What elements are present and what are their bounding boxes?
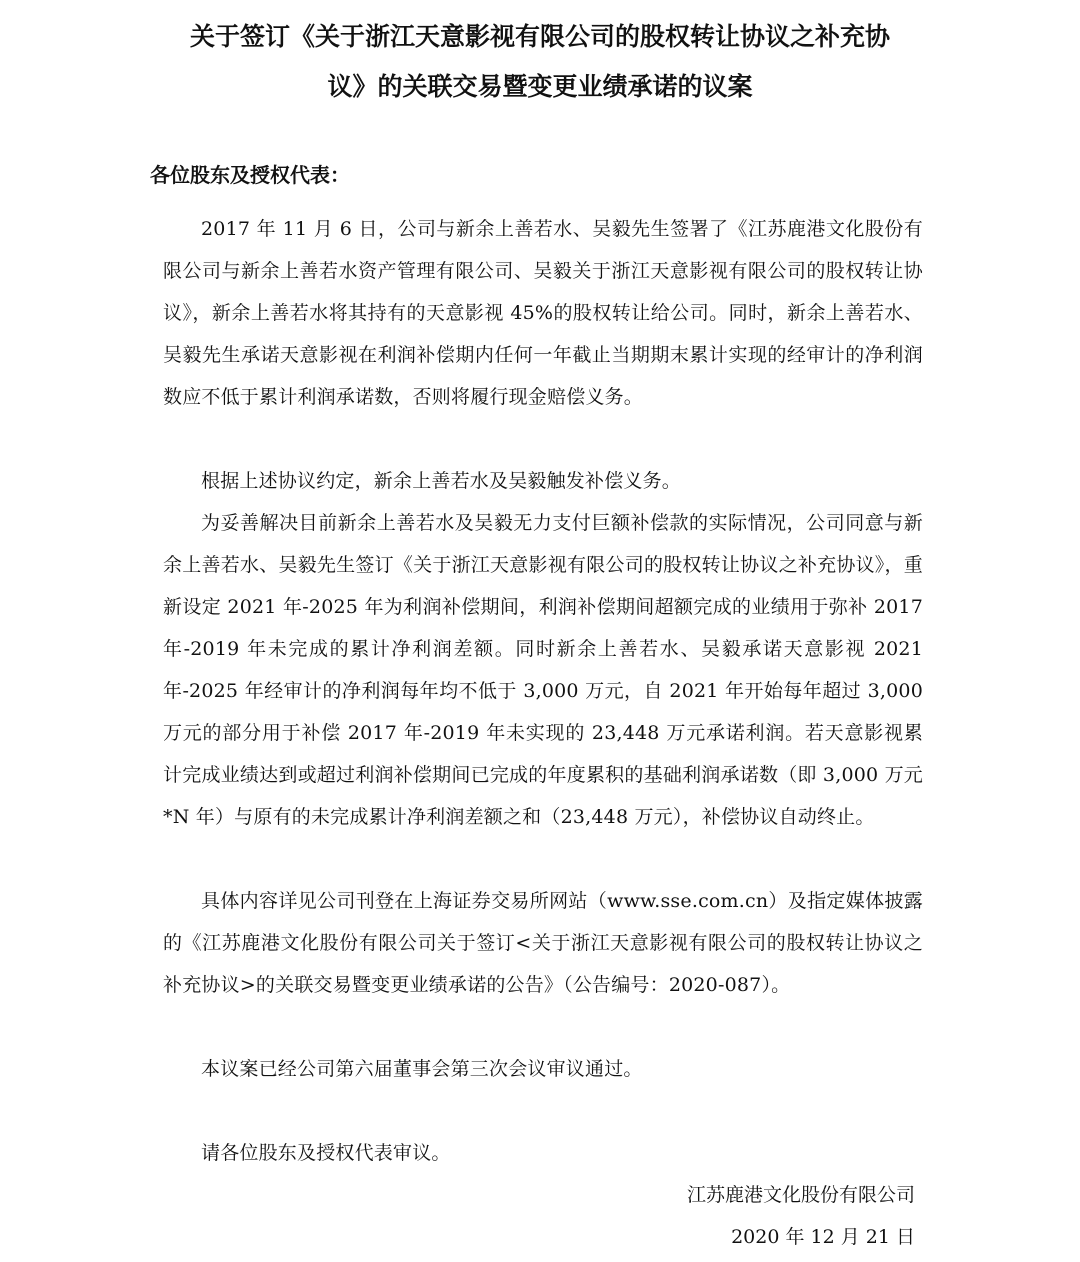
salutation: 各位股东及授权代表： bbox=[150, 163, 350, 187]
paragraph-review-request: 请各位股东及授权代表审议。 bbox=[201, 1142, 451, 1164]
paragraph-announcement-reference: 具体内容详见公司刊登在上海证券交易所网站（www.sse.com.cn）及指定媒体披露的《江苏鹿港文化股份有限公司关于签订<关于浙江天意影视有限公司的股权转让协议之补充协议>的关联交易暨变更业绩承诺的公告》（公告编号：2020-087）。 bbox=[163, 890, 923, 996]
document-title-line-2: 议》的关联交易暨变更业绩承诺的议案 bbox=[327, 72, 753, 101]
signature-date: 2020 年 12 月 21 日 bbox=[731, 1226, 915, 1248]
paragraph-compensation-triggered: 根据上述协议约定，新余上善若水及吴毅触发补偿义务。 bbox=[201, 470, 682, 492]
signature-company: 江苏鹿港文化股份有限公司 bbox=[686, 1184, 915, 1206]
paragraph-agreement-background: 2017 年 11 月 6 日，公司与新余上善若水、吴毅先生签署了《江苏鹿港文化股份有限公司与新余上善若水资产管理有限公司、吴毅关于浙江天意影视有限公司的股权转让协议》，新余上善若水将其持有的天意影视 45%的股权转让给公司。同时，新余上善若水、吴毅先生承诺天意影视在利润补偿期内任何一年截止当期期末累计实现的经审计的净利润数应不低于累计利润承诺数，否则将履行现金赔偿义务。 bbox=[163, 218, 923, 408]
paragraph-supplementary-agreement: 为妥善解决目前新余上善若水及吴毅无力支付巨额补偿款的实际情况，公司同意与新余上善若水、吴毅先生签订《关于浙江天意影视有限公司的股权转让协议之补充协议》，重新设定 2021 年-2025 年为利润补偿期间，利润补偿期间超额完成的业绩用于弥补 2017 年-2019 年未完成的累计净利润差额。同时新余上善若水、吴毅承诺天意影视 2021 年-2025 年经审计的净利润每年均不低于 3,000 万元，自 2021 年开始每年超过 3,000 万元的部分用于补偿 2017 年-2019 年未实现的 23,448 万元承诺利润。若天意影视累计完成业绩达到或超过利润补偿期间已完成的年度累积的基础利润承诺数（即 3,000 万元*N 年）与原有的未完成累计净利润差额之和（23,448 万元），补偿协议自动终止。 bbox=[163, 512, 923, 828]
document-title-line-1: 关于签订《关于浙江天意影视有限公司的股权转让协议之补充协 bbox=[189, 22, 890, 51]
paragraph-board-approval: 本议案已经公司第六届董事会第三次会议审议通过。 bbox=[201, 1058, 643, 1080]
